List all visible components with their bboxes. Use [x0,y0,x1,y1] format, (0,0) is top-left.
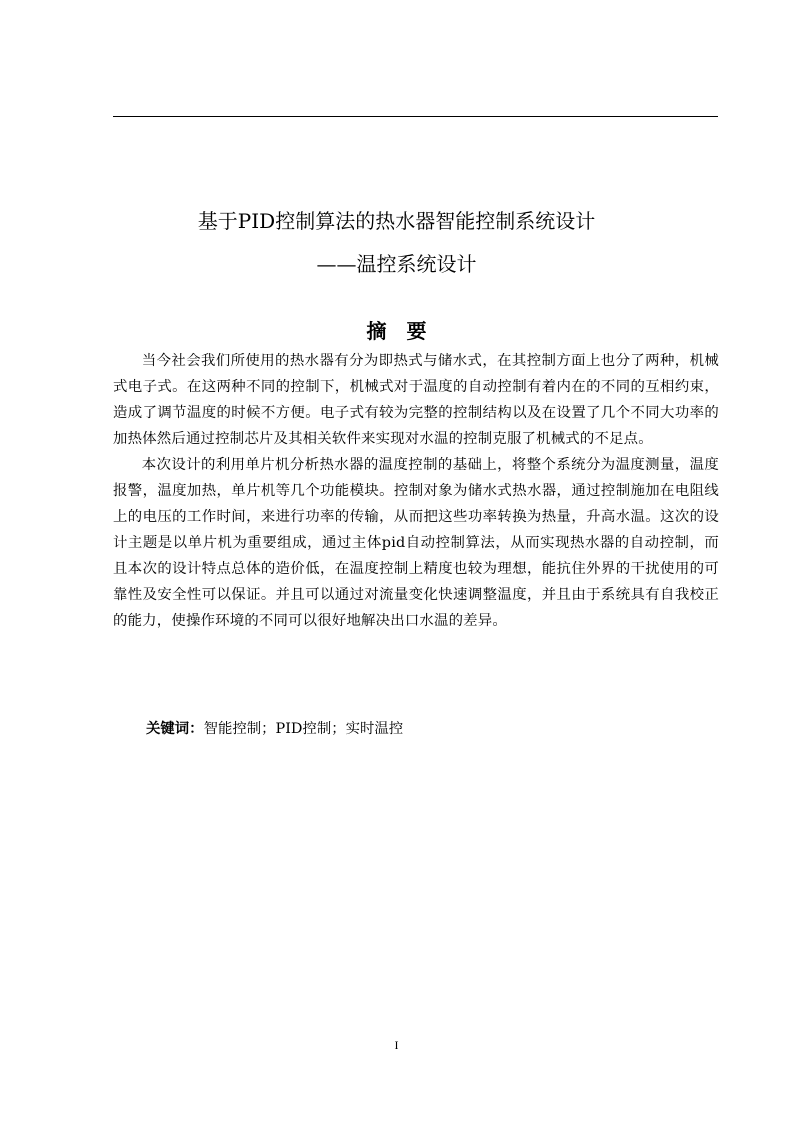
document-title: 基于PID控制算法的热水器智能控制系统设计 [197,209,596,233]
keywords [146,716,706,742]
header-rule [113,116,718,117]
abstract-paragraph: 当今社会我们所使用的热水器有分为即热式与储水式，在其控制方面上也分了两种，机械式电子式。在这两种不同的控制下，机械式对于温度的自动控制有着内在的不同的互相约束，造成了调节温度的时候不方便。电子式有较为完整的控制结构以及在设置了几个不同大功率的加热体然后通过控制芯片及其相关软件来实现对水温的控制克服了机械式的不足点。 [113,353,719,447]
keywords-text: 智能控制；PID控制；实时温控 [203,721,404,737]
abstract-body [113,348,719,634]
keywords-label: 关键词： [146,721,204,737]
abstract-paragraph: 本次设计的利用单片机分析热水器的温度控制的基础上，将整个系统分为温度测量，温度报警，温度加热，单片机等几个功能模块。控制对象为储水式热水器，通过控制施加在电阻线上的电压的工作时间，来进行功率的传输，从而把这些功率转换为热量，升高水温。这次的设计主题是以单片机为重要组成，通过主体pid自动控制算法，从而实现热水器的自动控制，而且本次的设计特点总体的造价低，在温度控制上精度也较为理想，能抗住外界的干扰使用的可靠性及安全性可以保证。并且可以通过对流量变化快速调整温度，并且由于系统具有自我校正的能力，使操作环境的不同可以很好地解决出口水温的差异。 [113,457,719,629]
abstract-heading: 摘 要 [366,319,427,343]
document-subtitle: ——温控系统设计 [316,252,477,276]
page-number: I [394,1038,399,1052]
